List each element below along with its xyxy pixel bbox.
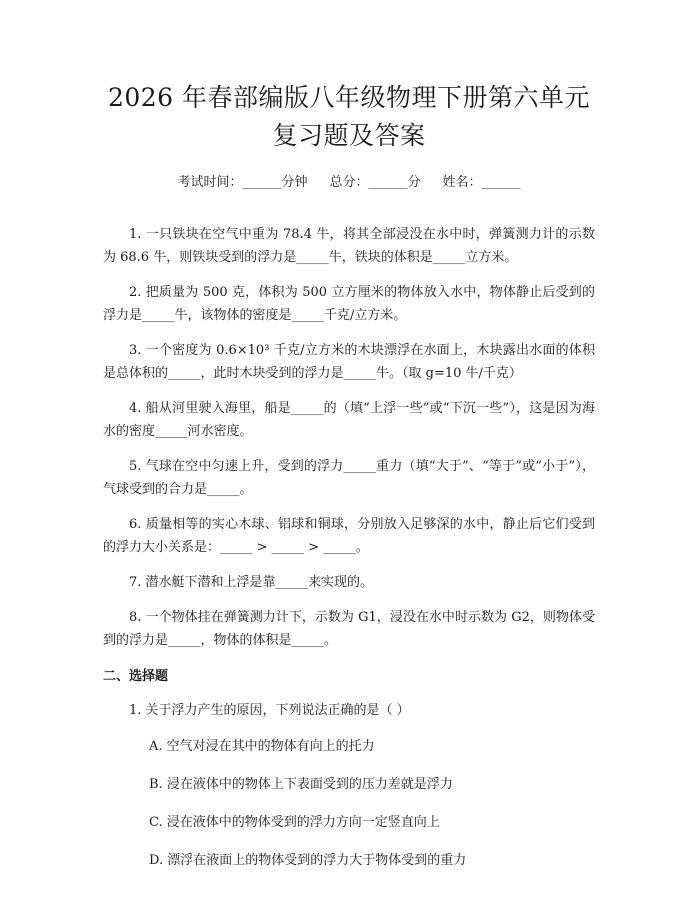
option-b: B. 浸在液体中的物体上下表面受到的压力差就是浮力 [149, 777, 453, 792]
multiple-choice-question-1 [103, 700, 595, 872]
exam-time-field: 考试时间：______分钟 [177, 175, 308, 190]
fill-blank-question-8: 8. 一个物体挂在弹簧测力计下，示数为 G1，浸没在水中时示数为 G2，则物体受到的浮力是_____，物体的体积是_____。 [103, 610, 595, 648]
fill-blank-question-1: 1. 一只铁块在空气中重为 78.4 牛，将其全部浸没在水中时，弹簧测力计的示数为 68.6 牛，则铁块受到的浮力是_____牛，铁块的体积是_____立方米。 [103, 227, 595, 265]
exam-info-line [103, 173, 595, 193]
student-name-field: 姓名：______ [442, 175, 521, 190]
option-d: D. 漂浮在液面上的物体受到的浮力大于物体受到的重力 [149, 853, 467, 868]
fill-blank-question-3: 3. 一个密度为 0.6×10³ 千克/立方米的木块漂浮在水面上，木块露出水面的体积是总体积的_____，此时木块受到的浮力是_____牛。（取 g=10 牛/千克） [103, 343, 595, 381]
option-c: C. 浸在液体中的物体受到的浮力方向一定竖直向上 [149, 815, 440, 830]
option-a: A. 空气对浸在其中的物体有向上的托力 [149, 739, 375, 754]
section-heading-multiple-choice: 二、选择题 [103, 669, 169, 684]
fill-blank-question-5: 5. 气球在空中匀速上升，受到的浮力_____重力（填“大于”、“等于”或“小于”），气球受到的合力是_____。 [103, 459, 595, 497]
fill-blank-question-7: 7. 潜水艇下潜和上浮是靠_____来实现的。 [129, 575, 374, 590]
total-score-field: 总分：______分 [329, 175, 421, 190]
fill-blank-question-2: 2. 把质量为 500 克，体积为 500 立方厘米的物体放入水中，物体静止后受到的浮力是_____牛，该物体的密度是_____千克/立方米。 [103, 285, 595, 323]
fill-blank-section [103, 223, 595, 652]
document-title: 2026 年春部编版八年级物理下册第六单元复习题及答案 [107, 83, 591, 150]
question-stem: 1. 关于浮力产生的原因，下列说法正确的是（ ） [129, 703, 410, 718]
fill-blank-question-6: 6. 质量相等的实心木球、铝球和铜球，分别放入足够深的水中，静止后它们受到的浮力大小关系是：_____ > _____ > _____。 [103, 517, 595, 555]
fill-blank-question-4: 4. 船从河里驶入海里，船是_____的（填“上浮一些”或“下沉一些”），这是因为海水的密度_____河水密度。 [103, 401, 595, 439]
